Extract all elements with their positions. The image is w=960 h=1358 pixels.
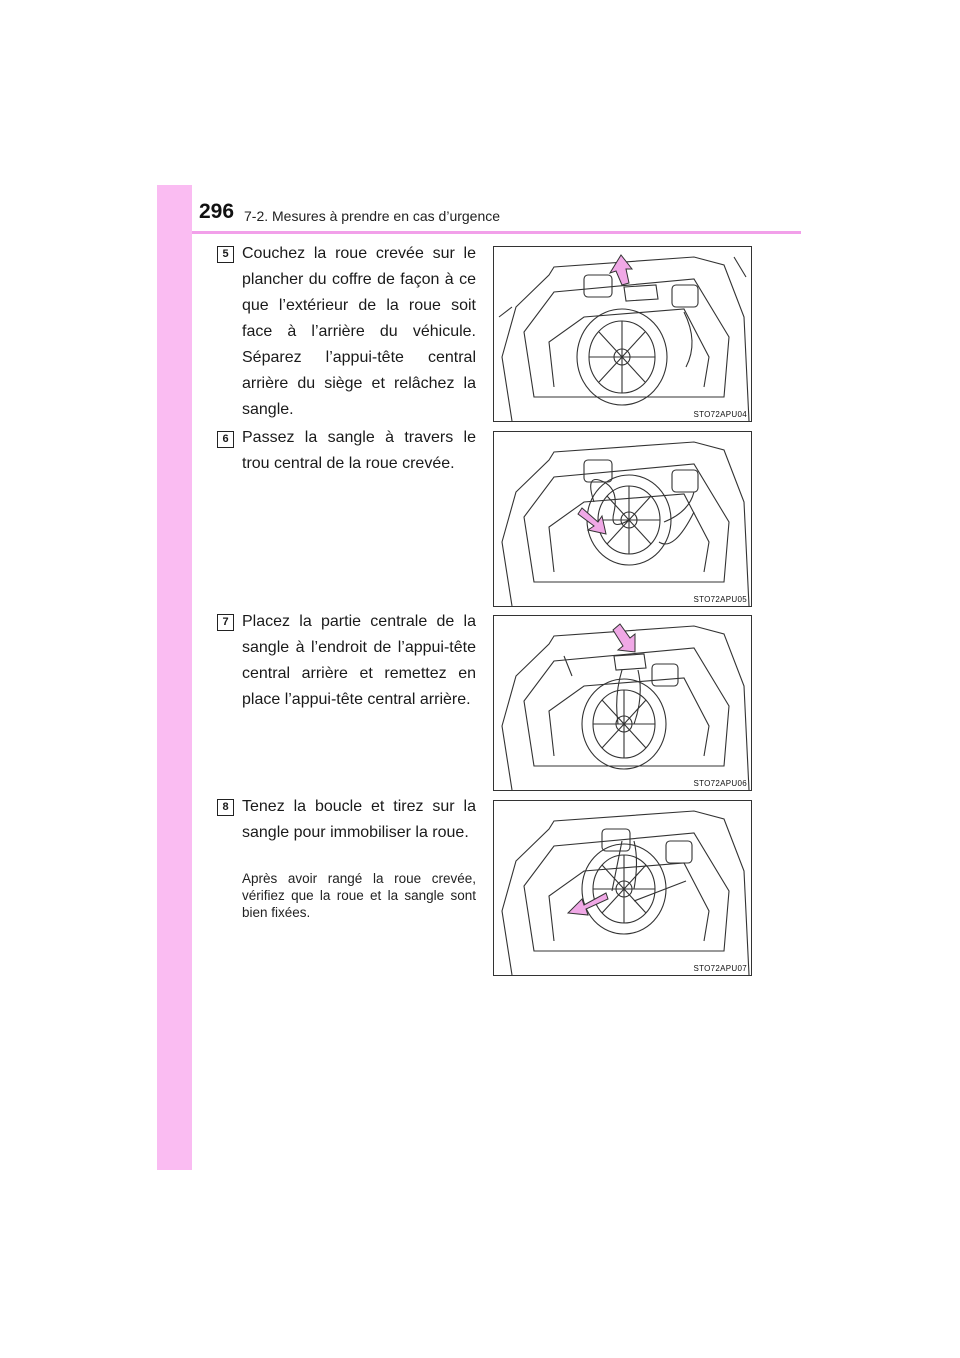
step-note-8: Après avoir rangé la roue crevée, vérifiez que la roue et la sangle sont bien fixées. [242, 871, 476, 920]
header-rule [192, 231, 801, 234]
figure-step-6 [493, 431, 752, 607]
trunk-illustration [494, 432, 751, 606]
trunk-illustration [494, 247, 751, 421]
figure-code: STO72APU05 [693, 595, 747, 604]
step-number-8: 8 [217, 799, 234, 816]
figure-code: STO72APU06 [693, 779, 747, 788]
step-number-7: 7 [217, 614, 234, 631]
figure-step-5 [493, 246, 752, 422]
step-text-5: Couchez la roue crevée sur le plancher du coffre de façon à ce que l’extérieur de la roue soit face à l’arrière du véhicule. Séparez l’appui-tête central arrière du siège et relâchez la sangle. [242, 245, 476, 418]
step-text-6: Passez la sangle à travers le trou central de la roue crevée. [242, 429, 476, 472]
figure-code: STO72APU07 [693, 964, 747, 973]
step-number-6: 6 [217, 431, 234, 448]
figure-code: STO72APU04 [693, 410, 747, 419]
figure-step-8 [493, 800, 752, 976]
figure-step-7 [493, 615, 752, 791]
step-number-5: 5 [217, 246, 234, 263]
step-text-8: Tenez la boucle et tirez sur la sangle pour immobiliser la roue. [242, 798, 476, 841]
trunk-illustration [494, 801, 751, 975]
section-title: 7-2. Mesures à prendre en cas d’urgence [244, 208, 501, 224]
side-tab-bar [157, 185, 192, 1170]
step-text-7: Placez la partie centrale de la sangle à l’endroit de l’appui-tête central arrière et remettez en place l’appui-tête central arrière. [242, 613, 476, 708]
trunk-illustration [494, 616, 751, 790]
page-number: 296 [199, 200, 235, 223]
